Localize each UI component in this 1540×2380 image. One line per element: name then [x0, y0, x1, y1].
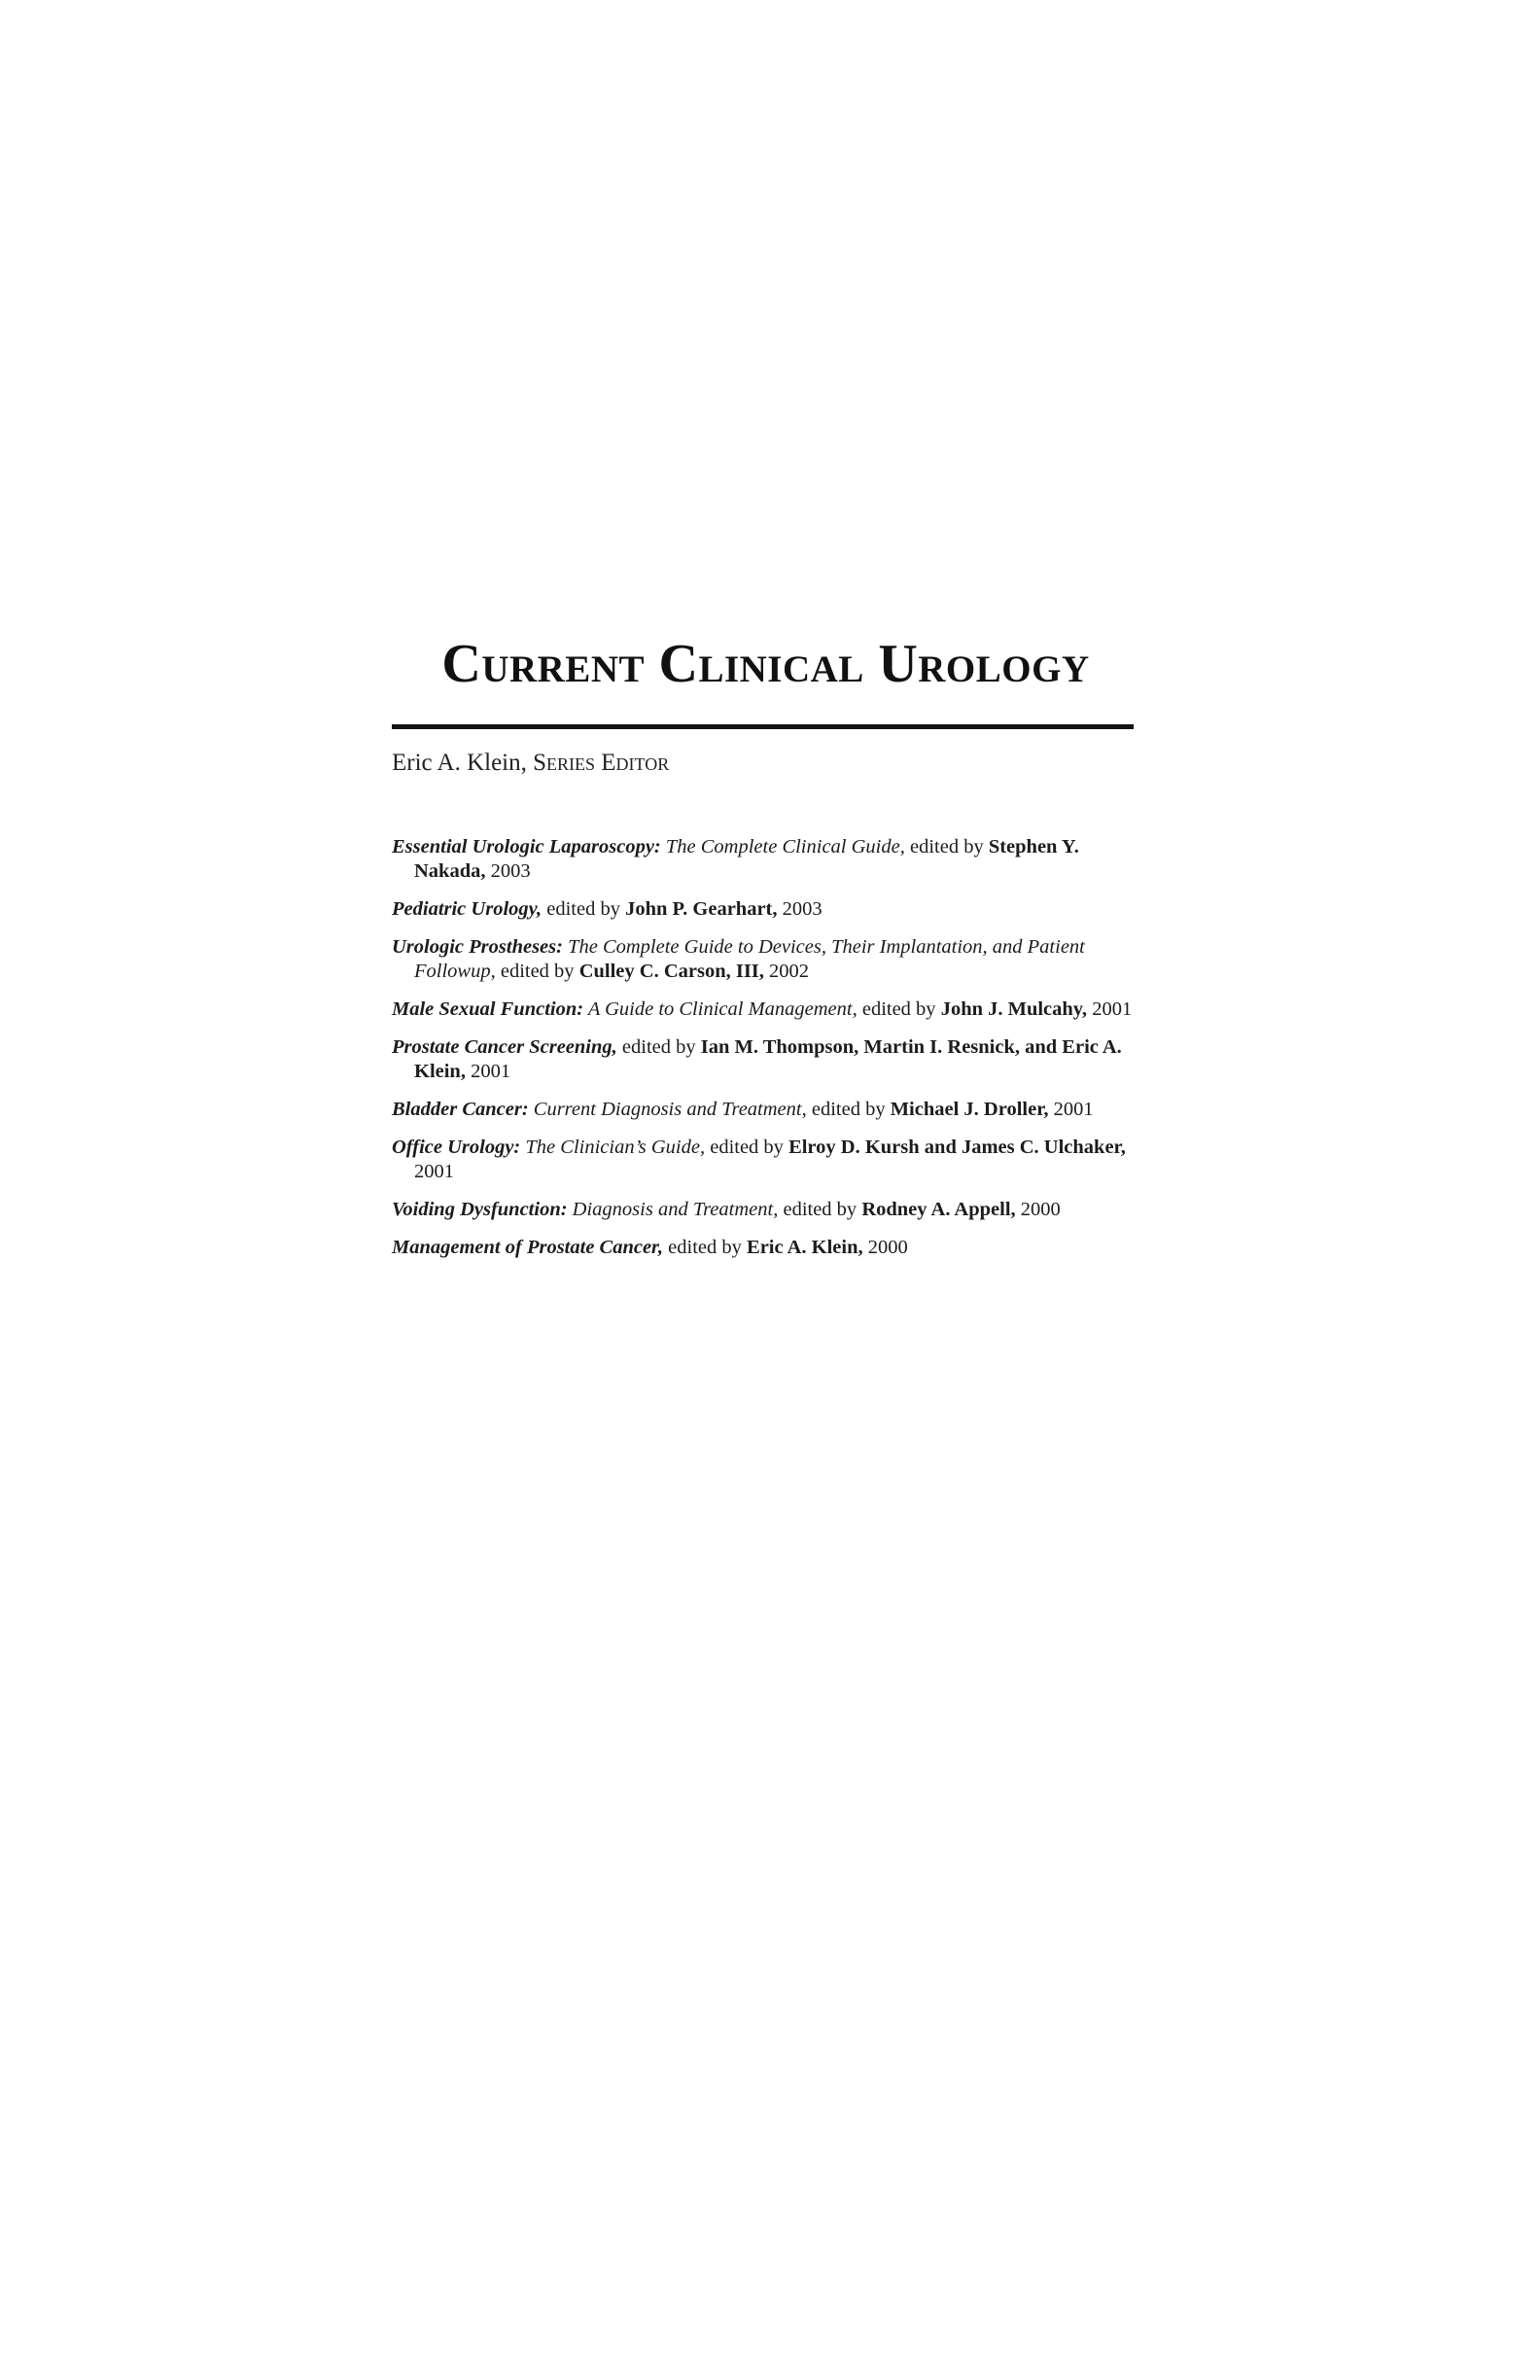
- book-entry: [392, 1236, 1134, 1260]
- edited-by-text: edited by: [663, 1237, 748, 1258]
- series-page: [392, 634, 1134, 1274]
- book-year: 2002: [763, 961, 810, 982]
- book-year: 2000: [862, 1237, 908, 1258]
- book-editors: Eric A. Klein,: [747, 1237, 863, 1258]
- edited-by-text: edited by: [495, 961, 579, 982]
- book-list: [392, 835, 1134, 1260]
- book-entry: [392, 1035, 1134, 1084]
- book-year: 2000: [1015, 1199, 1061, 1220]
- book-editors: Rodney A. Appell,: [861, 1199, 1016, 1220]
- edited-by-text: edited by: [616, 1036, 701, 1058]
- book-title: Office Urology:: [392, 1137, 521, 1158]
- book-subtitle: Diagnosis and Treatment,: [567, 1199, 779, 1220]
- book-year: 2001: [1048, 1099, 1094, 1120]
- book-editors: John P. Gearhart,: [625, 898, 778, 920]
- series-editor-role: Series Editor: [533, 750, 670, 776]
- book-title: Prostate Cancer Screening,: [392, 1036, 617, 1058]
- book-subtitle: The Complete Guide to Devices, Their Implantation, and Patient Followup,: [414, 936, 1085, 982]
- edited-by-text: edited by: [857, 998, 941, 1020]
- book-year: 2001: [414, 1161, 454, 1182]
- title-rule: [392, 724, 1134, 729]
- book-entry: [392, 1098, 1134, 1122]
- book-entry: [392, 897, 1134, 922]
- book-editors: Ian M. Thompson, Martin I. Resnick, and Eric A. Klein,: [414, 1036, 1122, 1082]
- book-subtitle: The Clinician’s Guide,: [520, 1137, 706, 1158]
- edited-by-text: edited by: [778, 1199, 862, 1220]
- book-entry: [392, 835, 1134, 884]
- edited-by-text: edited by: [904, 836, 989, 858]
- book-editors: Stephen Y. Nakada,: [414, 836, 1079, 882]
- book-title: Management of Prostate Cancer,: [392, 1237, 664, 1258]
- book-year: 2003: [485, 860, 531, 882]
- book-title: Male Sexual Function:: [392, 998, 584, 1020]
- book-title: Pediatric Urology,: [392, 898, 542, 920]
- edited-by-text: edited by: [705, 1137, 789, 1158]
- book-entry: [392, 1198, 1134, 1222]
- book-year: 2003: [777, 898, 822, 920]
- edited-by-text: edited by: [806, 1099, 891, 1120]
- series-editor-line: [392, 751, 1134, 775]
- book-year: 2001: [1087, 998, 1133, 1020]
- series-editor-name: Eric A. Klein,: [392, 750, 527, 776]
- book-editors: Culley C. Carson, III,: [578, 961, 764, 982]
- book-subtitle: Current Diagnosis and Treatment,: [528, 1099, 807, 1120]
- book-editors: Elroy D. Kursh and James C. Ulchaker,: [788, 1137, 1126, 1158]
- book-year: 2001: [465, 1061, 511, 1082]
- book-subtitle: A Guide to Clinical Management,: [583, 998, 858, 1020]
- book-title: Voiding Dysfunction:: [392, 1199, 568, 1220]
- book-entry: [392, 935, 1134, 984]
- book-title: Bladder Cancer:: [392, 1099, 529, 1120]
- edited-by-text: edited by: [542, 898, 626, 920]
- book-entry: [392, 998, 1134, 1022]
- series-title: Current Clinical Urology: [441, 634, 1090, 694]
- book-editors: Michael J. Droller,: [890, 1099, 1049, 1120]
- book-title: Essential Urologic Laparoscopy:: [392, 836, 661, 858]
- book-editors: John J. Mulcahy,: [940, 998, 1088, 1020]
- book-subtitle: The Complete Clinical Guide,: [660, 836, 905, 858]
- book-entry: [392, 1136, 1134, 1184]
- book-title: Urologic Prostheses:: [392, 936, 563, 958]
